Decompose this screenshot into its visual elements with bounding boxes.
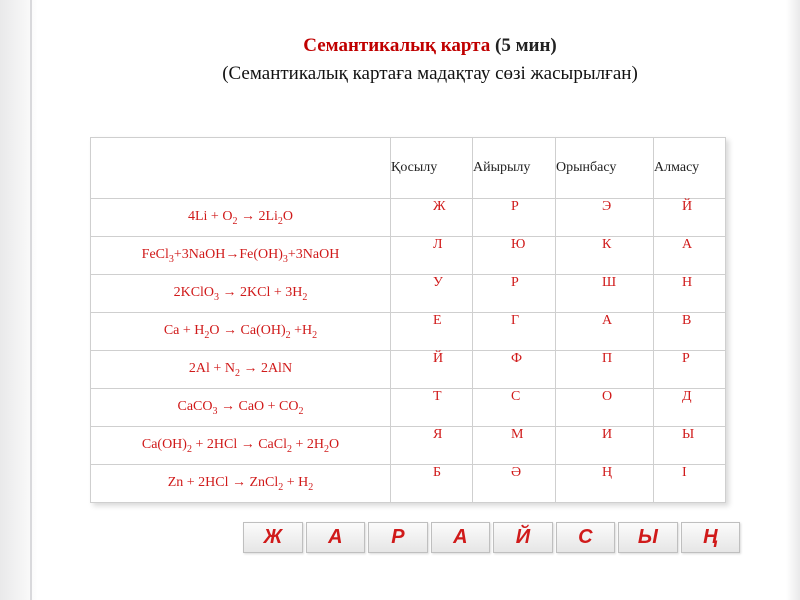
letter-cell: В	[654, 313, 726, 351]
answer-letter-tile: С	[556, 522, 616, 553]
letter-cell: Ң	[556, 465, 654, 503]
table-row	[91, 351, 726, 389]
letter-cell: Э	[556, 199, 654, 237]
table-row	[91, 199, 726, 237]
equation-cell: 2KClO$_3$ → $2KCl + 3H_2$	[91, 275, 391, 313]
letter-cell: Ф	[473, 351, 556, 389]
letter-cell: І	[654, 465, 726, 503]
semantic-map-table	[90, 137, 726, 503]
answer-letter-tile: Й	[493, 522, 553, 553]
equation-cell: $FeCl_3+3NaOH\to Fe(OH)_3+3NaOH$	[91, 237, 391, 275]
header-qosylu: Қосылу	[391, 138, 473, 199]
answer-letter-tile: Ң	[681, 522, 741, 553]
answer-letter-tile: Ы	[618, 522, 678, 553]
letter-cell: Й	[391, 351, 473, 389]
answer-letter-tile: Ж	[243, 522, 303, 553]
table-row	[91, 389, 726, 427]
table-row	[91, 465, 726, 503]
equation-cell: $2Al + N_2 \to 2AlN$	[91, 351, 391, 389]
letter-cell: У	[391, 275, 473, 313]
title-duration: (5 мин)	[495, 35, 557, 56]
letter-cell: Е	[391, 313, 473, 351]
title-subtitle: (Семантикалық картаға мадақтау сөзі жасырылған)	[222, 63, 638, 84]
header-almasu: Алмасу	[654, 138, 726, 199]
answer-word	[243, 522, 743, 552]
letter-cell: Ә	[473, 465, 556, 503]
letter-cell: А	[556, 313, 654, 351]
letter-cell: И	[556, 427, 654, 465]
slide-title	[120, 32, 740, 88]
letter-cell: К	[556, 237, 654, 275]
answer-letter-tile: А	[306, 522, 366, 553]
letter-cell: Я	[391, 427, 473, 465]
letter-cell: М	[473, 427, 556, 465]
header-aiyrylu: Айырылу	[473, 138, 556, 199]
table-row	[91, 427, 726, 465]
letter-cell: Т	[391, 389, 473, 427]
letter-cell: О	[556, 389, 654, 427]
letter-cell: А	[654, 237, 726, 275]
equation-cell: $4Li + O_2 \to 2Li_2O$	[91, 199, 391, 237]
letter-cell: Ы	[654, 427, 726, 465]
table-row	[91, 275, 726, 313]
title-main: Семантикалық карта	[303, 35, 491, 56]
letter-cell: Р	[473, 199, 556, 237]
table-row	[91, 313, 726, 351]
equation-cell: $Ca(OH)_2 + 2HCl$ → CaCl$_2$ + $2H_2O$	[91, 427, 391, 465]
table-header-row	[91, 138, 726, 199]
letter-cell: Д	[654, 389, 726, 427]
letter-cell: Й	[654, 199, 726, 237]
equation-cell: $Ca + H_2O \to Ca(OH)_2 +H_2$	[91, 313, 391, 351]
letter-cell: Р	[473, 275, 556, 313]
letter-cell: Ш	[556, 275, 654, 313]
letter-cell: Г	[473, 313, 556, 351]
right-decorative-bar	[786, 0, 800, 600]
equation-cell: Zn + 2HCl → ZnCl$_2$ + $H_2$	[91, 465, 391, 503]
answer-letter-tile: Р	[368, 522, 428, 553]
letter-cell: Л	[391, 237, 473, 275]
left-decorative-bar	[0, 0, 38, 600]
letter-cell: П	[556, 351, 654, 389]
letter-cell: Б	[391, 465, 473, 503]
letter-cell: Р	[654, 351, 726, 389]
letter-cell: Ж	[391, 199, 473, 237]
table-row	[91, 237, 726, 275]
header-orynbasu: Орынбасу	[556, 138, 654, 199]
equation-cell: CaCO$_3$ → CaO + $CO_2$	[91, 389, 391, 427]
letter-cell: Н	[654, 275, 726, 313]
table-body	[91, 199, 726, 503]
letter-cell: С	[473, 389, 556, 427]
header-empty	[91, 138, 391, 199]
letter-cell: Ю	[473, 237, 556, 275]
answer-letter-tile: А	[431, 522, 491, 553]
